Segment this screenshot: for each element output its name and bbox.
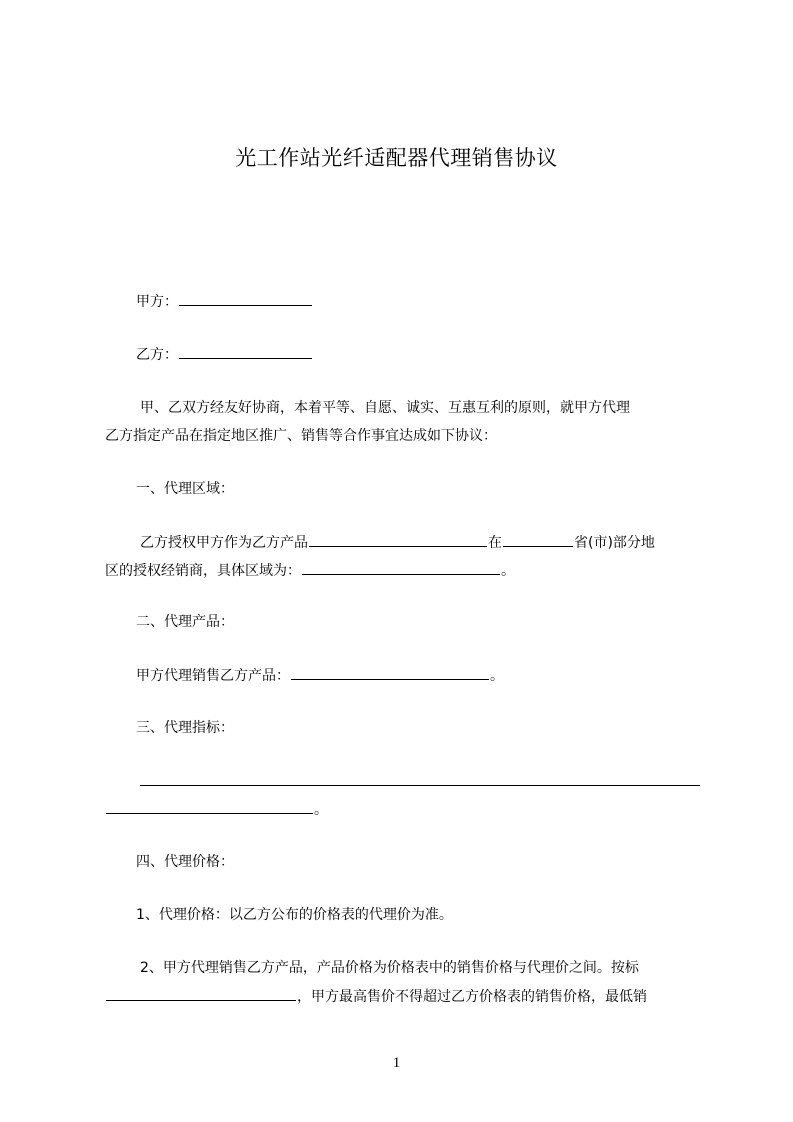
section-1-line-1 (140, 532, 655, 553)
section-2-line (136, 665, 504, 686)
party-a-line (136, 291, 313, 312)
agency-product-blank (291, 665, 489, 680)
section-4-item-2-line-1: 2、甲方代理销售乙方产品，产品价格为价格表中的销售价格与代理价之间。按标 (140, 960, 639, 976)
section-4-item-1: 1、代理价格：以乙方公布的价格表的代理价为准。 (136, 907, 453, 923)
region-blank (302, 560, 500, 575)
section-3-line-2 (105, 799, 328, 820)
party-a-label: 甲方： (136, 294, 178, 310)
section-1-line-1-text-c: 省(市)部分地 (574, 535, 655, 551)
target-blank-line-2 (106, 799, 313, 814)
intro-line-1: 甲、乙双方经友好协商，本着平等、自愿、诚实、互惠互利的原则，就甲方代理 (140, 400, 630, 416)
party-a-blank (179, 291, 312, 306)
document-title: 光工作站光纤适配器代理销售协议 (235, 146, 558, 170)
section-4-item-2-line-2-text: ，甲方最高售价不得超过乙方价格表的销售价格，最低销 (297, 989, 647, 1005)
section-1-line-2-text: 区的授权经销商，具体区域为： (105, 563, 301, 579)
section-1-heading: 一、代理区域： (136, 481, 234, 497)
province-blank (503, 532, 573, 547)
section-3-heading: 三、代理指标： (136, 720, 234, 736)
section-4-heading: 四、代理价格： (136, 854, 234, 870)
section-2-line-text: 甲方代理销售乙方产品： (136, 668, 290, 684)
section-1-line-2 (105, 560, 515, 581)
section-1-line-1-text-b: 在 (488, 535, 502, 551)
section-2-heading: 二、代理产品： (136, 614, 234, 630)
section-1-line-2-end: 。 (501, 563, 515, 579)
section-1-line-1-text-a: 乙方授权甲方作为乙方产品 (140, 535, 308, 551)
intro-line-2: 乙方指定产品在指定地区推广、销售等合作事宜达成如下协议： (105, 428, 497, 444)
section-3-line-end: 。 (314, 802, 328, 818)
section-2-line-end: 。 (490, 668, 504, 684)
target-blank-line-1 (140, 785, 700, 786)
section-4-item-2-line-2 (105, 986, 647, 1007)
party-b-blank (179, 344, 312, 359)
page-number: 1 (392, 1055, 401, 1071)
party-b-label: 乙方： (136, 347, 178, 363)
product-blank (309, 532, 487, 547)
price-standard-blank (106, 986, 296, 1001)
party-b-line (136, 344, 313, 365)
